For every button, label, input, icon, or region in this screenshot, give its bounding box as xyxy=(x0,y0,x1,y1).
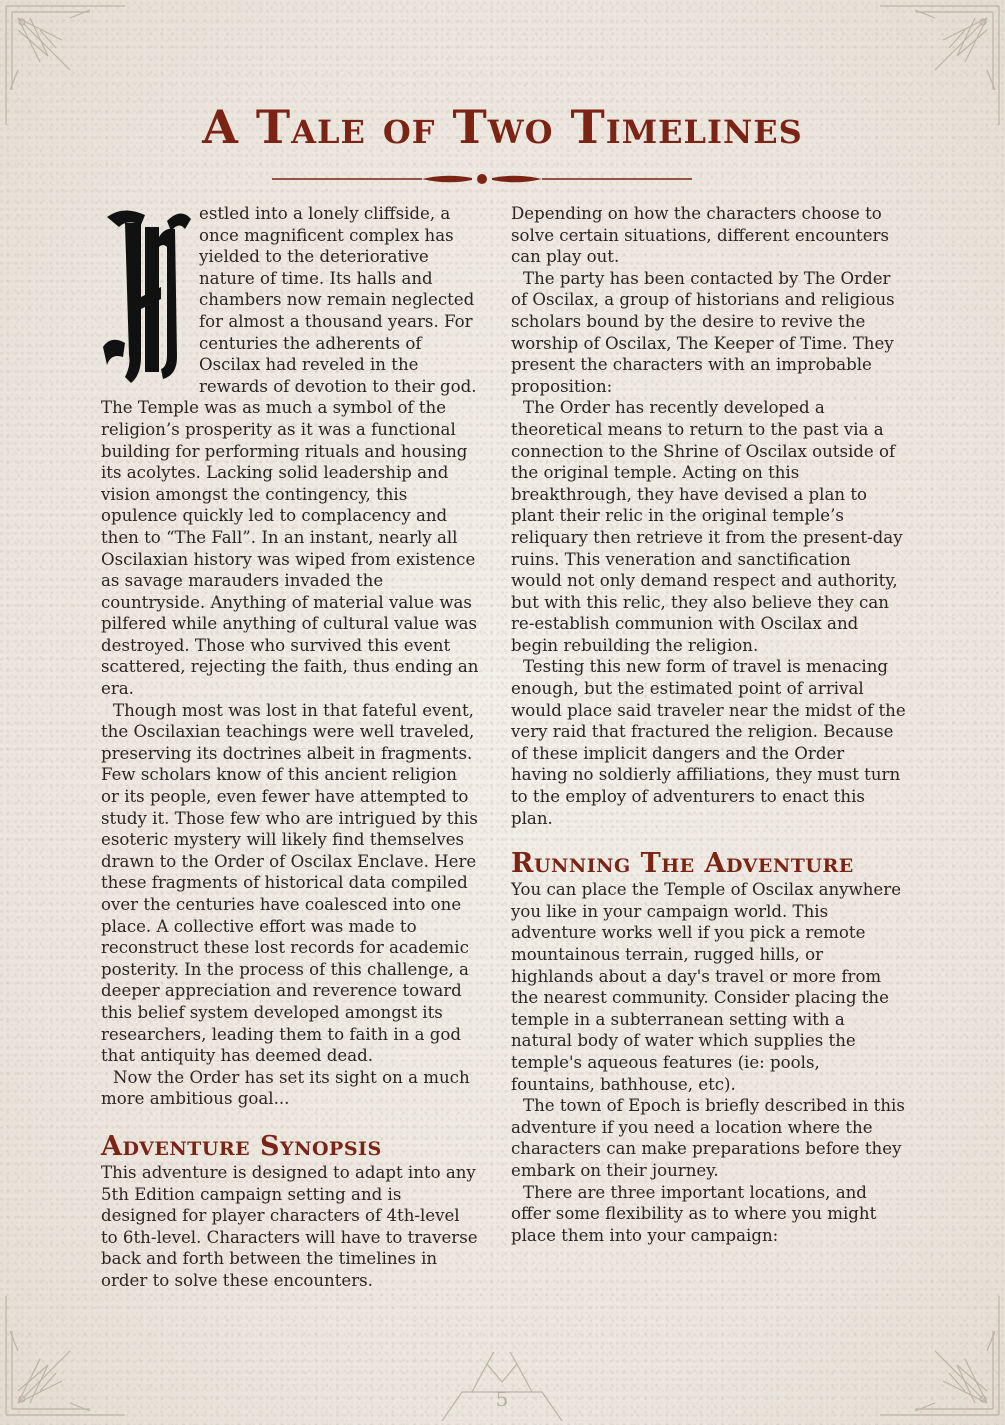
dropcap-letter xyxy=(101,207,193,387)
body-paragraph: There are three important locations, and offer some flexibility as to where you might place them into your campaign: xyxy=(511,1182,877,1245)
body-paragraph: The Order has recently developed a theoretical means to return to the past via a connection to the Shrine of Oscilax outside of the original temple. Acting on this breakthrough, they have devised a plan to plant their relic in the original temple’s reliquary then retrieve it from the present-day ruins. This veneration and sanctification would not only demand respect and authority, but with this relic, they also believe they can re-establish communion with Oscilax and begin rebuilding the religion. xyxy=(511,398,903,655)
section-heading-synopsis: Adventure Synopsis xyxy=(101,1130,382,1162)
body-paragraph: The party has been contacted by The Order of Oscilax, a group of historians and religious scholars bound by the desire to revive the worship of Oscilax, The Keeper of Time. They present the characters with an improbable proposition: xyxy=(511,268,895,396)
right-column xyxy=(511,203,906,1246)
body-paragraph: Now the Order has set its sight on a much more ambitious goal... xyxy=(101,1067,470,1109)
body-paragraph: Depending on how the characters choose to solve certain situations, different encounters can play out. xyxy=(511,204,889,267)
page-number-ornament xyxy=(432,1352,572,1421)
body-paragraph: The town of Epoch is briefly described in this adventure if you need a location where the characters can make preparations before they embark on their journey. xyxy=(511,1096,905,1180)
intro-paragraph: estled into a lonely cliffside, a once magnificent complex has yielded to the deteriorative nature of time. Its halls and chambers now remain neglected for almost a thousand years. For centuries the adherents of Oscilax had reveled in the rewards of devotion to their god. The Temple was as much a symbol of the religion’s prosperity as it was a functional building for performing rituals and housing its acolytes. Lacking solid leadership and vision amongst the contingency, this opulence quickly led to complacency and then to “The Fall”. In an instant, nearly all Oscilaxian history was wiped from existence as savage marauders invaded the countryside. Anything of material value was pilfered while anything of cultural value was destroyed. Those who survived this event scattered, rejecting the faith, thus ending an era. xyxy=(101,204,479,699)
left-column xyxy=(101,203,479,1292)
corner-ornament-bottom-right xyxy=(875,1291,1005,1421)
title-divider xyxy=(272,169,692,189)
page-title: A Tale of Two Timelines xyxy=(202,100,803,154)
body-paragraph: Testing this new form of travel is menacing enough, but the estimated point of arrival would place said traveler near the midst of the very raid that fractured the religion. Because of these implicit dangers and the Order having no soldierly affiliations, they must turn to the employ of adventurers to enact this plan. xyxy=(511,657,906,828)
body-paragraph: This adventure is designed to adapt into any 5th Edition campaign setting and is designed for player characters of 4th-level to 6th-level. Characters will have to traverse back and forth between the timelines in order to solve these encounters. xyxy=(101,1162,478,1290)
body-paragraph: You can place the Temple of Oscilax anywhere you like in your campaign world. This adventure works well if you pick a remote mountainous terrain, rugged hills, or highlands about a day's travel or more from the nearest community. Consider placing the temple in a subterranean setting with a natural body of water which supplies the temple's aqueous features (ie: pools, fountains, bathhouse, etc). xyxy=(511,880,902,1094)
section-heading-running: Running The Adventure xyxy=(511,848,854,880)
body-paragraph: Though most was lost in that fateful event, the Oscilaxian teachings were well traveled, preserving its doctrines albeit in fragments. Few scholars know of this ancient religion or its people, even fewer have attempted to study it. Those few who are intrigued by this esoteric mystery will likely find themselves drawn to the Order of Oscilax Enclave. Here these fragments of historical data compiled over the centuries have coalesced into one place. A collective effort was made to reconstruct these lost records for academic posterity. In the process of this challenge, a deeper appreciation and reverence toward this belief system developed amongst its researchers, leading them to faith in a god that antiquity has deemed dead. xyxy=(101,700,478,1066)
page-number: 5 xyxy=(495,1387,509,1411)
corner-ornament-bottom-left xyxy=(0,1291,130,1421)
